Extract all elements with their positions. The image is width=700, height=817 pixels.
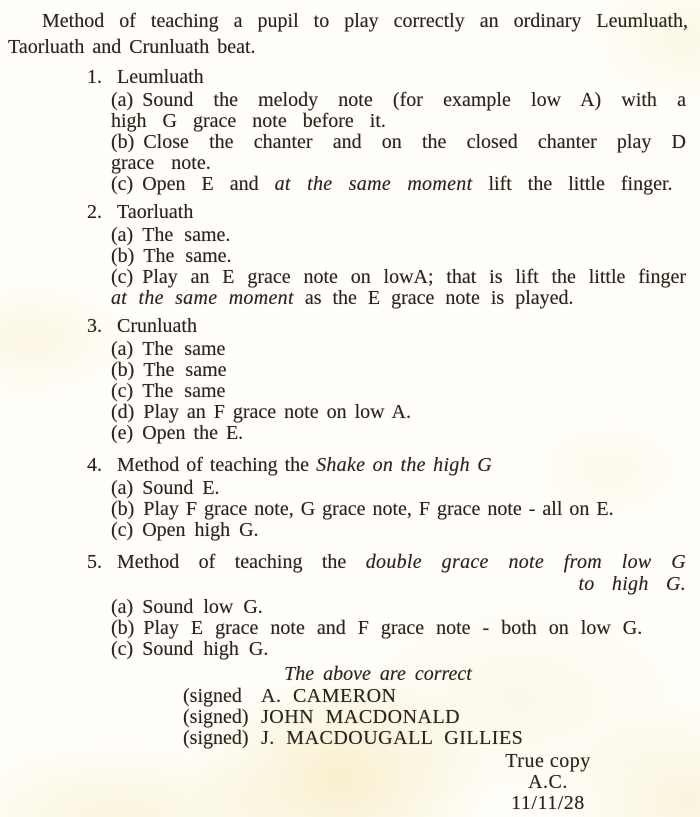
list-subitem [111,339,686,360]
list-subitem [111,360,686,381]
item-title [117,66,686,88]
item-number: 1. [87,66,102,88]
text-segment: as the E grace note is played. [293,287,574,309]
subitem-label: (c) [111,173,134,195]
item-title [117,201,686,223]
item-title [117,315,686,337]
text-segment: Sound E. [142,477,220,499]
signature-name: JOHN MACDONALD [261,706,461,728]
text-segment: Open the E. [142,422,244,444]
subitem-label: (d) [111,401,135,423]
subitem-label: (b) [111,617,135,639]
text-segment: Open high G. [142,519,259,541]
text-segment: Method of teaching the [117,454,317,476]
text-segment: Play F grace note, G grace note, F grace note - all on E. [143,498,614,520]
subitem-label: (b) [111,498,135,520]
intro-paragraph: Method of teaching a pupil to play correctly an ordinary Leumluath, Taorluath and Crunluath beat. [8,10,688,58]
text-segment: lift the little finger. [472,173,673,195]
subitem-label: (a) [111,477,134,499]
text-segment: Sound the melody note (for example low A) with a high G grace note before it. [111,89,686,132]
true-copy-date: 11/11/28 [511,792,585,814]
signature-block [0,686,700,749]
signature-row [183,728,700,749]
text-segment: Crunluath [117,315,197,337]
text-segment: Open E and [142,173,275,195]
item-heading [87,201,686,223]
italic-text: double grace note from low G to high G. [365,551,687,595]
item-number: 4. [87,454,102,476]
text-segment: The same [142,338,226,360]
list-subitem [111,478,686,499]
true-copy-block [435,751,661,814]
text-segment: Play an F grace note on low A. [143,401,411,423]
true-copy-label: True copy [505,750,591,772]
list-subitem [111,639,686,660]
list-subitem [111,174,686,195]
list-subitem [111,402,686,423]
subitem-label: (b) [111,359,135,381]
list-subitem [111,246,686,267]
signature-prefix: (signed [183,685,242,707]
text-segment: Close the chanter and on the closed chanter play D grace note. [111,131,686,174]
item-number: 5. [87,551,102,573]
list-subitem [111,90,686,132]
numbered-list [0,66,700,660]
list-subitem [111,132,686,174]
list-subitem [111,618,686,639]
item-heading [87,315,686,337]
numbered-item [87,454,686,541]
subitem-label: (a) [111,596,134,618]
numbered-item [87,315,686,444]
signature-name: A. CAMERON [261,685,397,707]
list-subitem [111,225,686,246]
item-heading [87,66,686,88]
text-segment: Leumluath [117,66,204,88]
italic-text: at the same moment [111,287,294,309]
list-subitem [111,499,686,520]
list-subitem [111,381,686,402]
text-segment: The same [143,359,227,381]
italic-text: at the same moment [274,173,473,195]
subitem-label: (c) [111,638,134,660]
signature-prefix: (signed) [183,706,249,728]
attestation-line: The above are correct [284,663,472,685]
item-number: 2. [87,201,102,223]
text-segment: Play an E grace note on lowA; that is lift the little finger [142,266,686,288]
subitem-label: (a) [111,224,134,246]
item-heading [87,551,686,595]
numbered-item [87,551,686,660]
subitem-label: (a) [111,89,134,111]
signature-name: J. MACDOUGALL GILLIES [261,727,524,749]
numbered-item [87,201,686,309]
list-subitem [111,520,686,541]
subitem-label: (b) [111,131,135,153]
true-copy-initials: A.C. [528,771,568,793]
signature-row [183,707,700,728]
subitem-label: (c) [111,266,134,288]
subitem-label: (a) [111,338,134,360]
numbered-item [87,66,686,195]
text-segment: Taorluath [117,201,194,223]
subitem-label: (c) [111,519,134,541]
subitem-label: (b) [111,245,135,267]
list-subitem [111,267,686,309]
signature-prefix: (signed) [183,727,249,749]
text-segment: Sound low G. [142,596,263,618]
text-segment: The same. [143,245,232,267]
text-segment: Play E grace note and F grace note - both on low G. [143,617,643,639]
item-heading [87,454,686,476]
italic-text: Shake on the high G [316,454,492,476]
text-segment: Method of teaching the [117,551,366,573]
item-number: 3. [87,315,102,337]
signature-row [183,686,700,707]
text-segment: The same [142,380,226,402]
list-subitem [111,597,686,618]
item-title [117,551,686,595]
subitem-label: (e) [111,422,134,444]
text-segment: The same. [142,224,231,246]
item-title [117,454,686,476]
text-segment: Sound high G. [142,638,269,660]
list-subitem [111,423,686,444]
subitem-label: (c) [111,380,134,402]
